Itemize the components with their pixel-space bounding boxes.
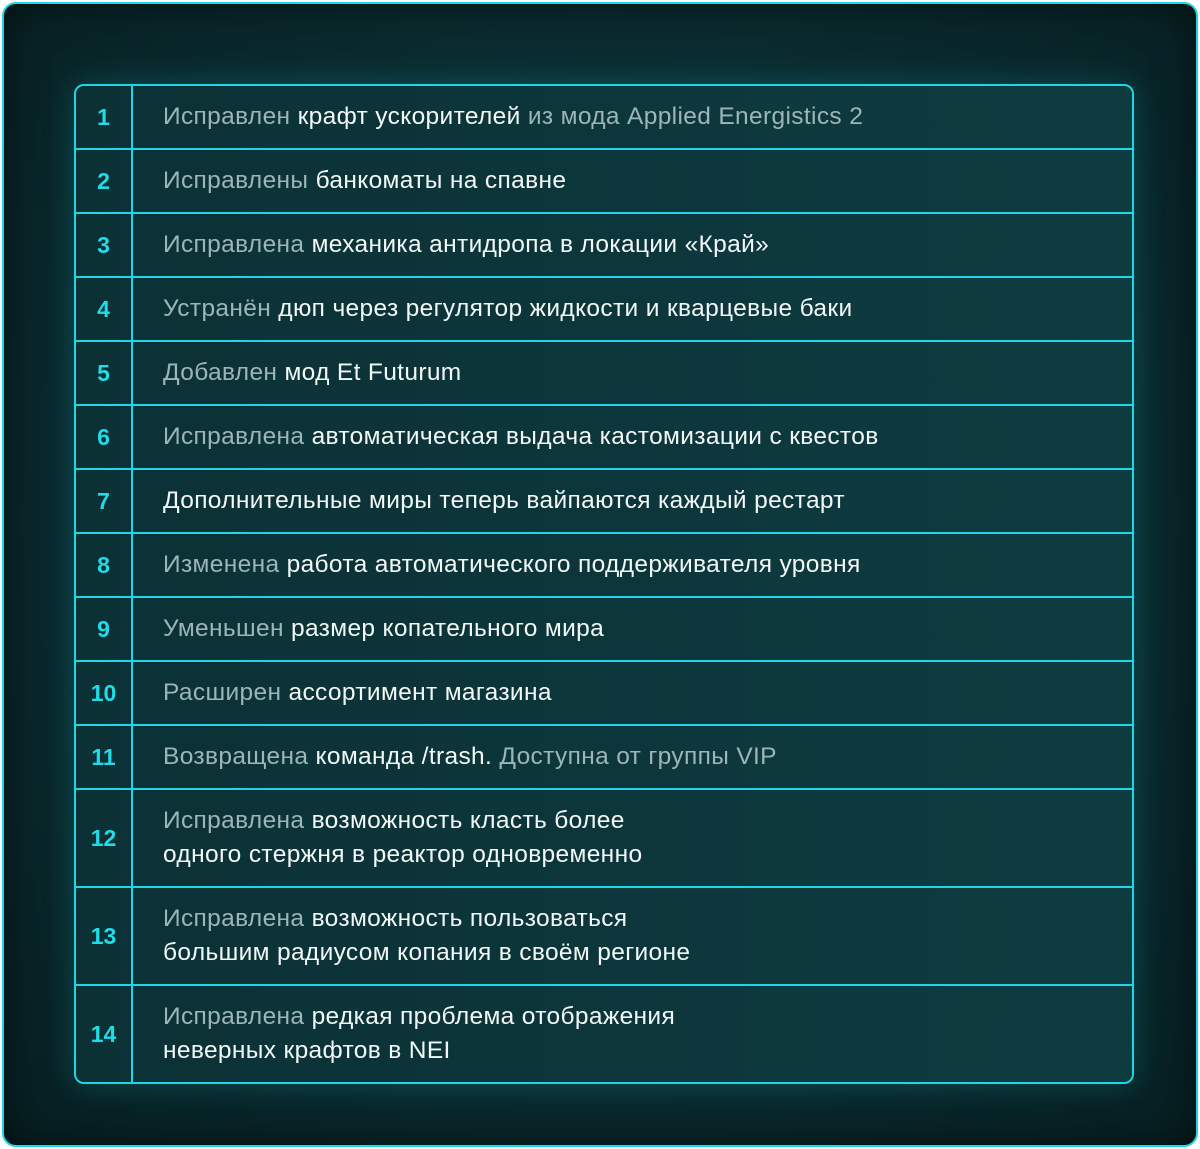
table-row (76, 534, 1132, 598)
action-verb: Добавлен (163, 359, 285, 386)
row-text (133, 662, 1132, 724)
row-number: 9 (76, 598, 133, 660)
table-row (76, 598, 1132, 662)
change-description: размер копательного мира (291, 615, 605, 642)
action-verb: Возвращена (163, 743, 316, 770)
text-line (163, 548, 1132, 582)
action-verb: Доступна от группы VIP (492, 743, 777, 770)
row-number: 14 (76, 986, 133, 1082)
change-description: работа автоматического поддерживателя уровня (286, 551, 861, 578)
text-line (163, 1000, 1132, 1034)
change-description: механика антидропа в локации «Край» (311, 231, 770, 258)
text-line (163, 164, 1132, 198)
text-line (163, 420, 1132, 454)
row-number: 13 (76, 888, 133, 984)
table-row (76, 986, 1132, 1082)
row-text (133, 150, 1132, 212)
change-description: команда /trash. (315, 743, 493, 770)
row-number: 12 (76, 790, 133, 886)
changelog-table (74, 84, 1134, 1084)
row-number: 1 (76, 86, 133, 148)
change-description: одного стержня в реактор одновременно (163, 841, 643, 868)
row-number: 5 (76, 342, 133, 404)
row-text (133, 278, 1132, 340)
text-line (163, 804, 1132, 838)
table-row (76, 470, 1132, 534)
text-line (163, 1034, 1132, 1068)
table-row (76, 406, 1132, 470)
action-verb: Устранён (163, 295, 279, 322)
text-line (163, 612, 1132, 646)
action-verb: Исправлены (163, 167, 316, 194)
row-text (133, 470, 1132, 532)
row-text (133, 986, 1132, 1082)
text-line (163, 902, 1132, 936)
row-text (133, 406, 1132, 468)
action-verb: Исправлена (163, 905, 312, 932)
change-description: большим радиусом копания в своём регионе (163, 939, 691, 966)
row-number: 8 (76, 534, 133, 596)
text-line (163, 100, 1132, 134)
row-text (133, 342, 1132, 404)
text-line (163, 356, 1132, 390)
change-description: ассортимент магазина (288, 679, 552, 706)
action-verb: из мода Applied Energistics 2 (527, 103, 864, 130)
table-row (76, 790, 1132, 888)
text-line (163, 838, 1132, 872)
change-description: неверных крафтов в NEI (163, 1037, 451, 1064)
table-row (76, 214, 1132, 278)
action-verb: Изменена (163, 551, 287, 578)
table-row (76, 278, 1132, 342)
change-description: возможность пользоваться (311, 905, 628, 932)
change-description: крафт ускорителей (297, 103, 528, 130)
action-verb: Исправлена (163, 423, 312, 450)
text-line (163, 936, 1132, 970)
change-description: возможность класть более (311, 807, 625, 834)
row-number: 10 (76, 662, 133, 724)
changelog-frame (2, 2, 1198, 1147)
change-description: мод Et Futurum (284, 359, 462, 386)
action-verb: Расширен (163, 679, 289, 706)
row-number: 4 (76, 278, 133, 340)
change-description: Дополнительные миры теперь вайпаются каждый рестарт (163, 487, 845, 514)
text-line (163, 740, 1132, 774)
change-description: дюп через регулятор жидкости и кварцевые баки (278, 295, 853, 322)
row-text (133, 534, 1132, 596)
row-text (133, 86, 1132, 148)
action-verb: Исправлена (163, 231, 312, 258)
action-verb: Исправлена (163, 1003, 312, 1030)
row-number: 2 (76, 150, 133, 212)
text-line (163, 228, 1132, 262)
table-row (76, 150, 1132, 214)
row-text (133, 598, 1132, 660)
action-verb: Исправлена (163, 807, 312, 834)
row-number: 11 (76, 726, 133, 788)
row-text (133, 790, 1132, 886)
row-text (133, 214, 1132, 276)
table-row (76, 342, 1132, 406)
text-line (163, 676, 1132, 710)
change-description: редкая проблема отображения (311, 1003, 676, 1030)
table-row (76, 662, 1132, 726)
table-row (76, 86, 1132, 150)
change-description: автоматическая выдача кастомизации с квестов (311, 423, 879, 450)
change-description: банкоматы на спавне (315, 167, 567, 194)
table-row (76, 726, 1132, 790)
row-number: 6 (76, 406, 133, 468)
action-verb: Уменьшен (163, 615, 291, 642)
text-line (163, 292, 1132, 326)
text-line (163, 484, 1132, 518)
action-verb: Исправлен (163, 103, 298, 130)
row-text (133, 726, 1132, 788)
row-number: 7 (76, 470, 133, 532)
table-row (76, 888, 1132, 986)
row-number: 3 (76, 214, 133, 276)
row-text (133, 888, 1132, 984)
